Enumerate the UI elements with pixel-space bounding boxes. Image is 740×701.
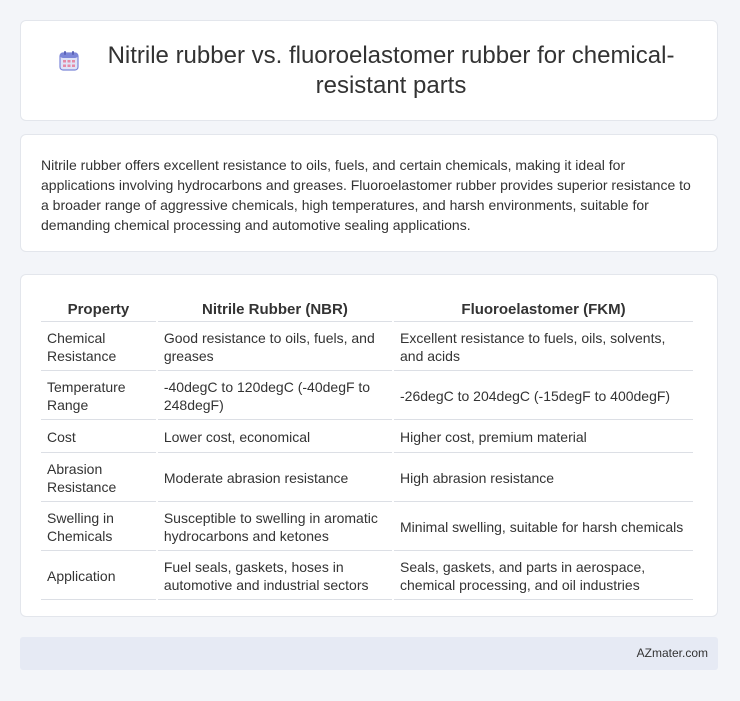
- table-row: [41, 455, 693, 502]
- header-property: Property: [41, 297, 156, 322]
- fluoroelastomer-cell: -26degC to 204degC (-15degF to 400degF): [394, 373, 693, 420]
- nitrile-cell: Fuel seals, gaskets, hoses in automotive and industrial sectors: [158, 553, 392, 600]
- table-row: [41, 324, 693, 371]
- fluoroelastomer-cell: Excellent resistance to fuels, oils, solvents, and acids: [394, 324, 693, 371]
- page-title: Nitrile rubber vs. fluoroelastomer rubber for chemical-resistant parts: [107, 41, 675, 99]
- property-cell: Chemical Resistance: [41, 324, 156, 371]
- title-card: [20, 20, 718, 121]
- property-cell: Application: [41, 553, 156, 600]
- table-row: [41, 504, 693, 551]
- footer-bar: [20, 637, 718, 670]
- table-row: [41, 422, 693, 453]
- header-fluoroelastomer: Fluoroelastomer (FKM): [394, 297, 693, 322]
- property-cell: Swelling in Chemicals: [41, 504, 156, 551]
- intro-paragraph: Nitrile rubber offers excellent resistance to oils, fuels, and certain chemicals, making it ideal for applications involving hydrocarbons and greases. Fluoroelastomer rubber provides superior resistance to a broader range of aggressive chemicals, high temperatures, and harsh environments, suitable for demanding chemical processing and automotive sealing applications.: [41, 157, 691, 233]
- comparison-card: [20, 274, 718, 617]
- header-nitrile: Nitrile Rubber (NBR): [158, 297, 392, 322]
- nitrile-cell: Susceptible to swelling in aromatic hydrocarbons and ketones: [158, 504, 392, 551]
- comparison-table: [39, 295, 695, 602]
- nitrile-cell: -40degC to 120degC (-40degF to 248degF): [158, 373, 392, 420]
- table-row: [41, 373, 693, 420]
- nitrile-cell: Good resistance to oils, fuels, and greases: [158, 324, 392, 371]
- fluoroelastomer-cell: Higher cost, premium material: [394, 422, 693, 453]
- footer-brand[interactable]: AZmater.com: [636, 646, 708, 660]
- nitrile-cell: Moderate abrasion resistance: [158, 455, 392, 502]
- fluoroelastomer-cell: Seals, gaskets, and parts in aerospace, chemical processing, and oil industries: [394, 553, 693, 600]
- property-cell: Cost: [41, 422, 156, 453]
- intro-card: [20, 134, 718, 252]
- title-wrap: [49, 41, 689, 101]
- nitrile-cell: Lower cost, economical: [158, 422, 392, 453]
- fluoroelastomer-cell: High abrasion resistance: [394, 455, 693, 502]
- table-header-row: [41, 297, 693, 322]
- property-cell: Abrasion Resistance: [41, 455, 156, 502]
- property-cell: Temperature Range: [41, 373, 156, 420]
- calendar-icon: [57, 49, 81, 73]
- table-row: [41, 553, 693, 600]
- fluoroelastomer-cell: Minimal swelling, suitable for harsh chemicals: [394, 504, 693, 551]
